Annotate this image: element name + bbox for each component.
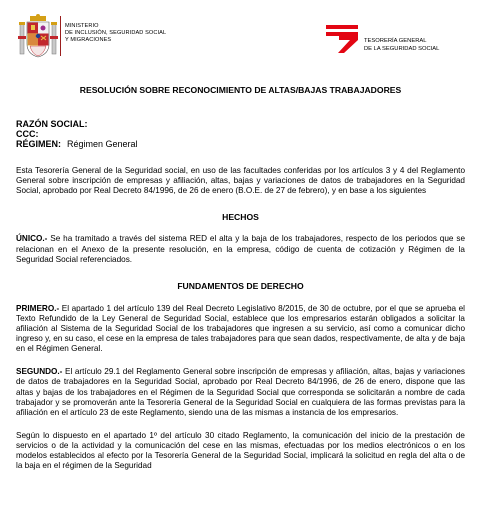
razon-social-label: RAZÓN SOCIAL:: [16, 119, 88, 130]
fundamentos-heading: FUNDAMENTOS DE DERECHO: [177, 280, 304, 291]
header-divider: [60, 16, 61, 56]
hechos-heading: HECHOS: [222, 212, 259, 223]
spain-coat-of-arms-icon: [18, 14, 58, 60]
ccc-label: CCC:: [16, 129, 39, 140]
ministry-name: [65, 23, 166, 44]
segundo-text: El artículo 29.1 del Reglamento General sobre inscripción de empresas y afiliación, altas, bajas y variaciones de datos de trabajadores en la Seguridad Social, aprobado por Real Decreto 84/1996, de 26 de enero, dispone que las altas y bajas de los trabajadores en el Régimen de la Seguridad Social que corresponda se solicitarán a nombre de cada trabajador y se promoverán ante la Tesorería General de la Seguridad Social en cualquiera de las formas previstas para la afiliación en el artículo 23 de este Reglamento, siendo una de las mismas a instancia de los empresarios.: [16, 367, 465, 417]
primero-paragraph: [16, 304, 465, 354]
tgss-logo-block: [326, 25, 439, 53]
ministry-line: MINISTERIO: [65, 23, 99, 29]
segundo-label: SEGUNDO.-: [16, 367, 63, 377]
unico-text: Se ha tramitado a través del sistema RED el alta y la baja de los trabajadores, respecto de los periodos que se relacionan en el Anexo de la presente resolución, en la empresa, código de cuenta de cotización y Régimen de la Seguridad Social referenciados.: [16, 234, 465, 264]
unico-label: ÚNICO.-: [16, 234, 48, 244]
tgss-name-line: DE LA SEGURIDAD SOCIAL: [364, 45, 440, 52]
company-details: [16, 119, 465, 149]
tgss-name-line: TESORERÍA GENERAL: [364, 38, 427, 44]
ministry-line: DE INCLUSIÓN, SEGURIDAD SOCIAL: [65, 30, 167, 36]
document-title: RESOLUCIÓN SOBRE RECONOCIMIENTO DE ALTAS/BAJAS TRABAJADORES: [79, 85, 402, 95]
letterhead: [0, 0, 479, 70]
ccc-row: [16, 129, 465, 139]
unico-paragraph: [16, 234, 465, 264]
ministry-line: Y MIGRACIONES: [65, 37, 112, 43]
segundo-paragraph: [16, 367, 465, 417]
primero-text: El apartado 1 del artículo 139 del Real Decreto Legislativo 8/2015, de 30 de octubre, por el que se aprueba el Texto Refundido de la Ley General de Seguridad Social, establece que los empresarios estarán obligados a solicitar la afiliación al Sistema de la Seguridad Social de los trabajadores que ingresen a su servicio, así como a comunicar dicho ingreso y, en su caso, el cese en la empresa de tales trabajadores para que sean dados, respectivamente, de alta y de baja en el Régimen General.: [16, 303, 465, 354]
segun-paragraph: Según lo dispuesto en el apartado 1º del artículo 30 citado Reglamento, la comunicación del inicio de la prestación de servicios o de la actividad y la comunicación del cese en las mismas, efectuadas por los medios electrónicos o en los modelos establecidos al efecto por la Tesorería General de la Seguridad Social, implicará la solicitud en regla del alta o de la baja en el régimen de la Seguridad: [16, 430, 465, 471]
regimen-row: [16, 139, 465, 149]
razon-social-row: [16, 119, 465, 129]
primero-label: PRIMERO.-: [16, 303, 60, 313]
government-logo-block: [18, 14, 166, 60]
regimen-value: Régimen General: [67, 139, 138, 150]
regimen-label: RÉGIMEN:: [16, 139, 61, 150]
intro-paragraph: Esta Tesorería General de la Seguridad social, en uso de las facultades conferidas por los artículos 3 y 4 del Reglamento General sobre inscripción de empresas y afiliación, altas, bajas y variaciones de datos de trabajadores en la Seguridad Social, aprobado por Real Decreto 84/1996, de 26 de enero (B.O.E. de 27 de febrero), y en base a los siguientes: [16, 166, 465, 196]
tgss-logo-icon: [326, 25, 358, 53]
tgss-name: [364, 38, 439, 53]
resolution-document: [16, 85, 465, 471]
